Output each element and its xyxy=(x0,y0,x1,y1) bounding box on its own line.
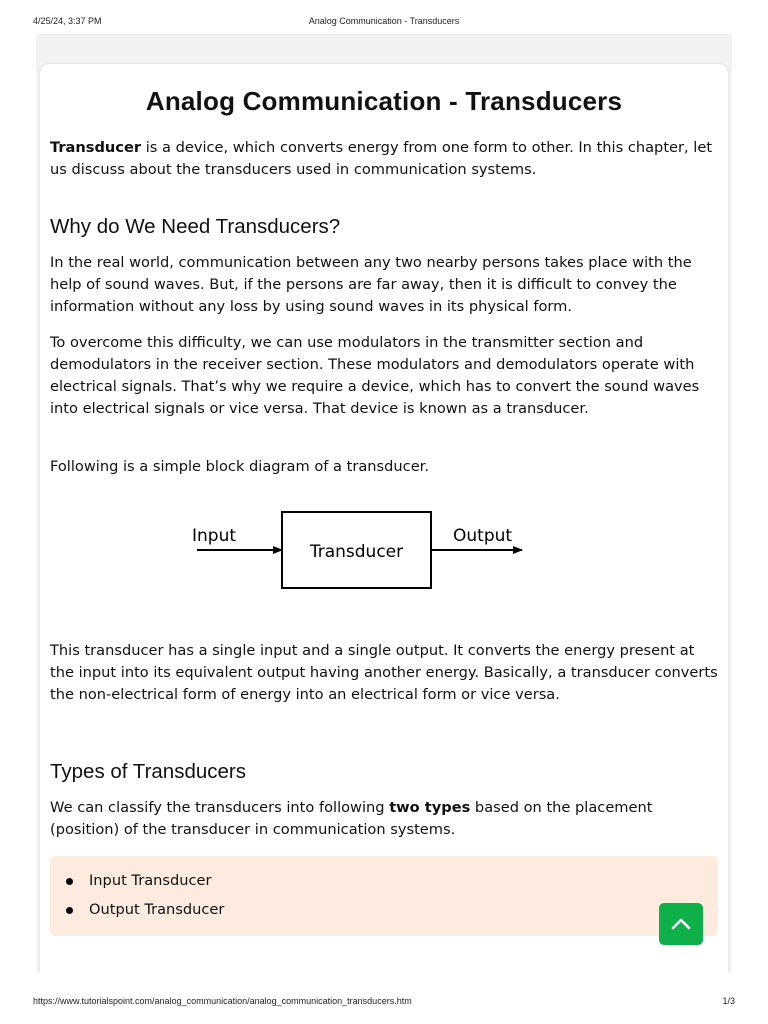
types-text-before: We can classify the transducers into following xyxy=(50,799,390,816)
print-header xyxy=(0,16,768,30)
chevron-up-icon xyxy=(670,917,692,931)
bullet-icon xyxy=(66,907,73,914)
types-text-after: based on the placement (position) of the transducer in communication systems. xyxy=(50,799,653,838)
paragraph-types xyxy=(50,797,718,841)
paragraph-diagram-intro: Following is a simple block diagram of a transducer. xyxy=(50,458,429,475)
print-date: 4/25/24, 3:37 PM xyxy=(33,16,102,26)
intro-term: Transducer xyxy=(50,139,142,156)
page-title: Analog Communication - Transducers xyxy=(145,86,623,116)
intro-paragraph xyxy=(50,137,718,181)
diagram-output-label: Output xyxy=(453,526,513,546)
diagram-input-label: Input xyxy=(192,526,237,546)
list-item-label: Input Transducer xyxy=(89,872,212,889)
list-item-label: Output Transducer xyxy=(89,901,225,918)
paragraph-after-diagram: This transducer has a single input and a single output. It converts the energy present at the input into its equivalent output having another energy. Basically, a transducer converts the non-electrical form of energy into an electrical form or vice versa. xyxy=(50,642,718,703)
list-item xyxy=(66,869,224,898)
transducer-types-list xyxy=(66,869,224,927)
section-heading-why: Why do We Need Transducers? xyxy=(50,215,341,238)
transducer-block-diagram xyxy=(50,510,718,610)
bullet-icon xyxy=(66,878,73,885)
transducer-types-list-box xyxy=(50,856,718,936)
print-page-number: 1/3 xyxy=(722,996,735,1006)
scroll-to-top-button[interactable] xyxy=(659,903,703,945)
diagram-block-label: Transducer xyxy=(309,542,404,562)
article-card xyxy=(40,64,728,972)
paragraph-why-2: To overcome this difficulty, we can use modulators in the transmitter section and demodulators in the receiver section. These modulators and demodulators operate with electrical signals. That’s why we require a device, which has to convert the sound waves into electrical signals or vice versa. That device is known as a transducer. xyxy=(50,334,700,417)
intro-text: is a device, which converts energy from one form to other. In this chapter, let us discuss about the transducers used in communication systems. xyxy=(50,139,713,178)
page-frame xyxy=(36,34,732,972)
print-url: https://www.tutorialspoint.com/analog_communication/analog_communication_transducers.htm xyxy=(33,996,412,1006)
print-title: Analog Communication - Transducers xyxy=(308,16,460,26)
types-bold: two types xyxy=(389,799,471,816)
section-heading-types: Types of Transducers xyxy=(50,760,246,783)
list-item xyxy=(66,898,224,927)
paragraph-why-1: In the real world, communication between any two nearby persons takes place with the help of sound waves. But, if the persons are far away, then it is difficult to convey the information without any loss by using sound waves in its physical form. xyxy=(50,254,692,315)
